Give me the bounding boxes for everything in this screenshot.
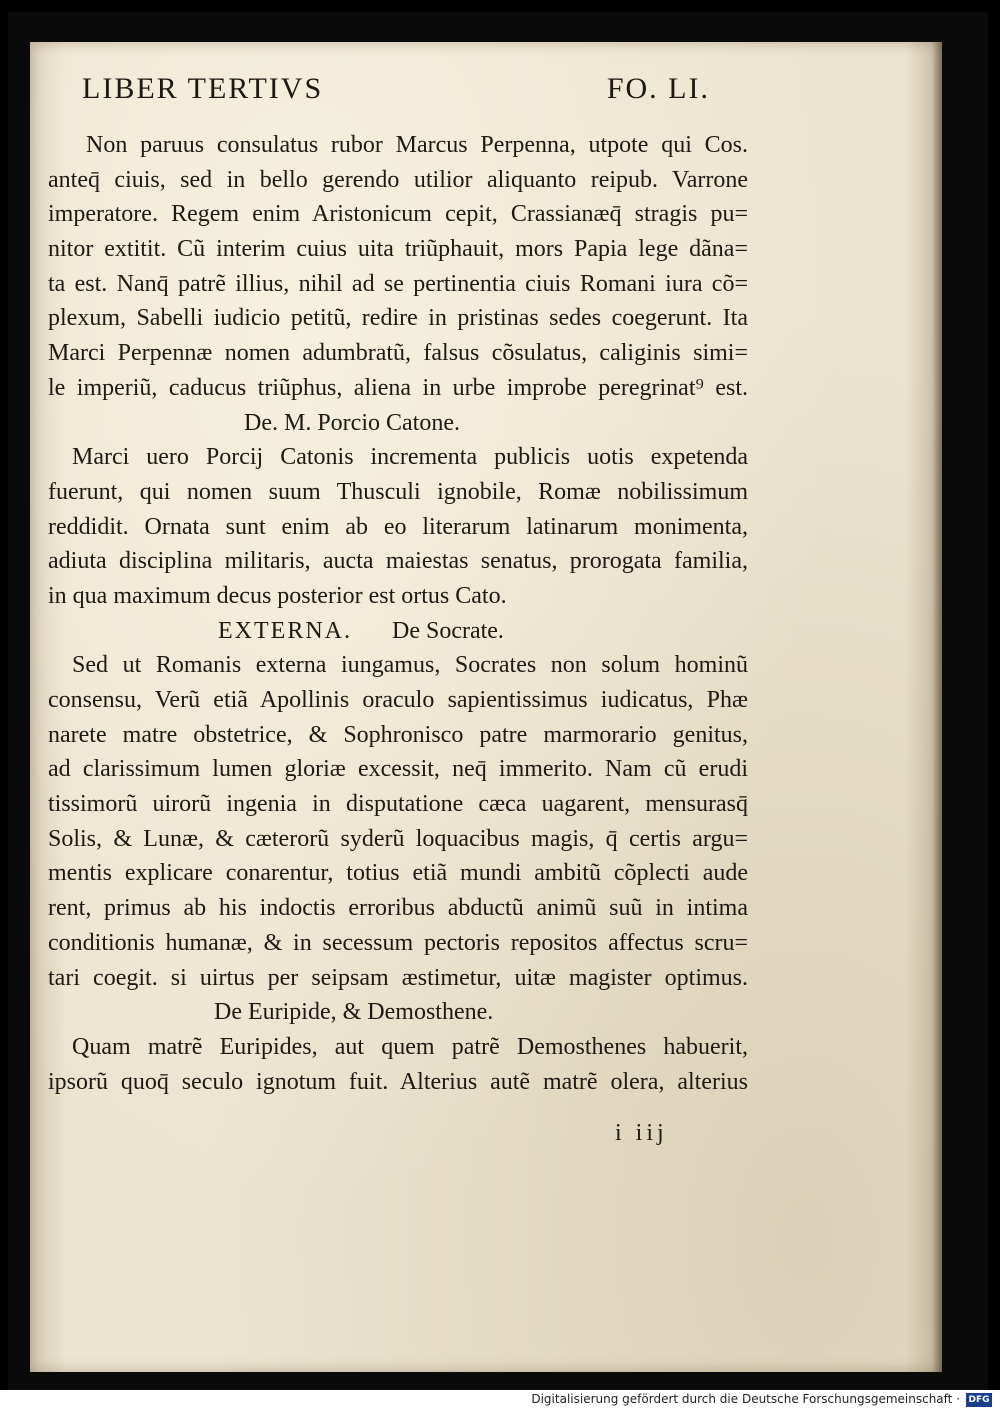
dfg-logo[interactable]: DFG (966, 1393, 992, 1407)
text-line: tissimorũ uirorũ ingenia in disputatione cæca uagarent, mensurasq̄ (48, 791, 748, 818)
text-line: conditionis humanæ, & in secessum pectoris repositos affectus scru= (48, 929, 748, 956)
text-line: consensu, Verũ etiã Apollinis oraculo sapientissimus iudicatus, Phæ (48, 687, 748, 713)
text-line: mentis explicare conarentur, totius etiã mundi ambitũ cõplecti aude (48, 860, 748, 887)
text-line: Marci uero Porcij Catonis incrementa publicis uotis expetenda (72, 444, 748, 471)
folio-number: FO. LI. (606, 72, 710, 105)
running-head-title: LIBER TERTIVS (82, 72, 324, 105)
text-line: adiuta disciplina militaris, aucta maiestas senatus, prorogata familia, (48, 548, 748, 575)
section-heading: De. M. Porcio Catone. (244, 409, 460, 436)
signature-mark: i iij (615, 1120, 668, 1146)
text-line: Solis, & Lunæ, & cæterorũ syderũ loquacibus magis, q̄ certis argu= (48, 825, 748, 852)
text-line: plexum, Sabelli iudicio petitũ, redire in pristinas sedes coegerunt. Ita (48, 305, 748, 332)
page-edge-shadow (932, 42, 942, 1372)
text-line: in qua maximum decus posterior est ortus Cato. (48, 582, 507, 609)
running-head (82, 72, 710, 118)
main-text (48, 128, 748, 1099)
text-line: le imperiũ, caducus triũphus, aliena in urbe improbe peregrinat⁹ est. (48, 374, 748, 401)
footer-bar (0, 1390, 1000, 1411)
section-heading-title: De Socrate. (391, 617, 504, 644)
text-line: reddidit. Ornata sunt enim ab eo literarum latinarum monimenta, (48, 513, 748, 540)
text-line: anteq̄ ciuis, sed in bello gerendo utilior aliquanto reipub. Varrone (48, 166, 748, 193)
text-line: fuerunt, qui nomen suum Thusculi ignobile, Romæ nobilissimum (48, 478, 748, 505)
section-heading-caps: EXTERNA. (218, 617, 352, 644)
text-line: ta est. Nanq̄ patrẽ illius, nihil ad se pertinentia ciuis Romani iura cõ= (48, 270, 748, 297)
text-line: rent, primus ab his indoctis erroribus abductũ animũ suũ in intima (48, 895, 748, 922)
text-line: Non paruus consulatus rubor Marcus Perpenna, utpote qui Cos. (86, 132, 748, 158)
section-heading: De Euripide, & Demosthene. (214, 999, 494, 1026)
section-heading (48, 614, 748, 649)
text-line: Quam matrẽ Euripides, aut quem patrẽ Demosthenes habuerit, (72, 1033, 748, 1060)
text-line: narete matre obstetrice, & Sophronisco patre marmorario genitus, (48, 721, 748, 748)
text-line: ad clarissimum lumen gloriæ excessit, neq̄ immerito. Nam cũ erudi (48, 756, 748, 783)
text-line: tari coegit. si uirtus per seipsam æstimetur, uitæ magister optimus. (48, 964, 748, 991)
funding-notice: Digitalisierung gefördert durch die Deutsche Forschungsgemeinschaft · (531, 1392, 960, 1406)
text-line: Sed ut Romanis externa iungamus, Socrates non solum hominũ (72, 652, 748, 679)
text-line: ipsorũ quoq̄ seculo ignotum fuit. Alterius autẽ matrẽ olera, alterius (48, 1068, 748, 1095)
text-line: imperatore. Regem enim Aristonicum cepit, Crassianæq̄ stragis pu= (48, 201, 748, 228)
text-line: nitor extitit. Cũ interim cuius uita triũphauit, mors Papia lege dãna= (48, 236, 748, 263)
text-line: Marci Perpennæ nomen adumbratũ, falsus cõsulatus, caliginis simi= (48, 340, 748, 367)
